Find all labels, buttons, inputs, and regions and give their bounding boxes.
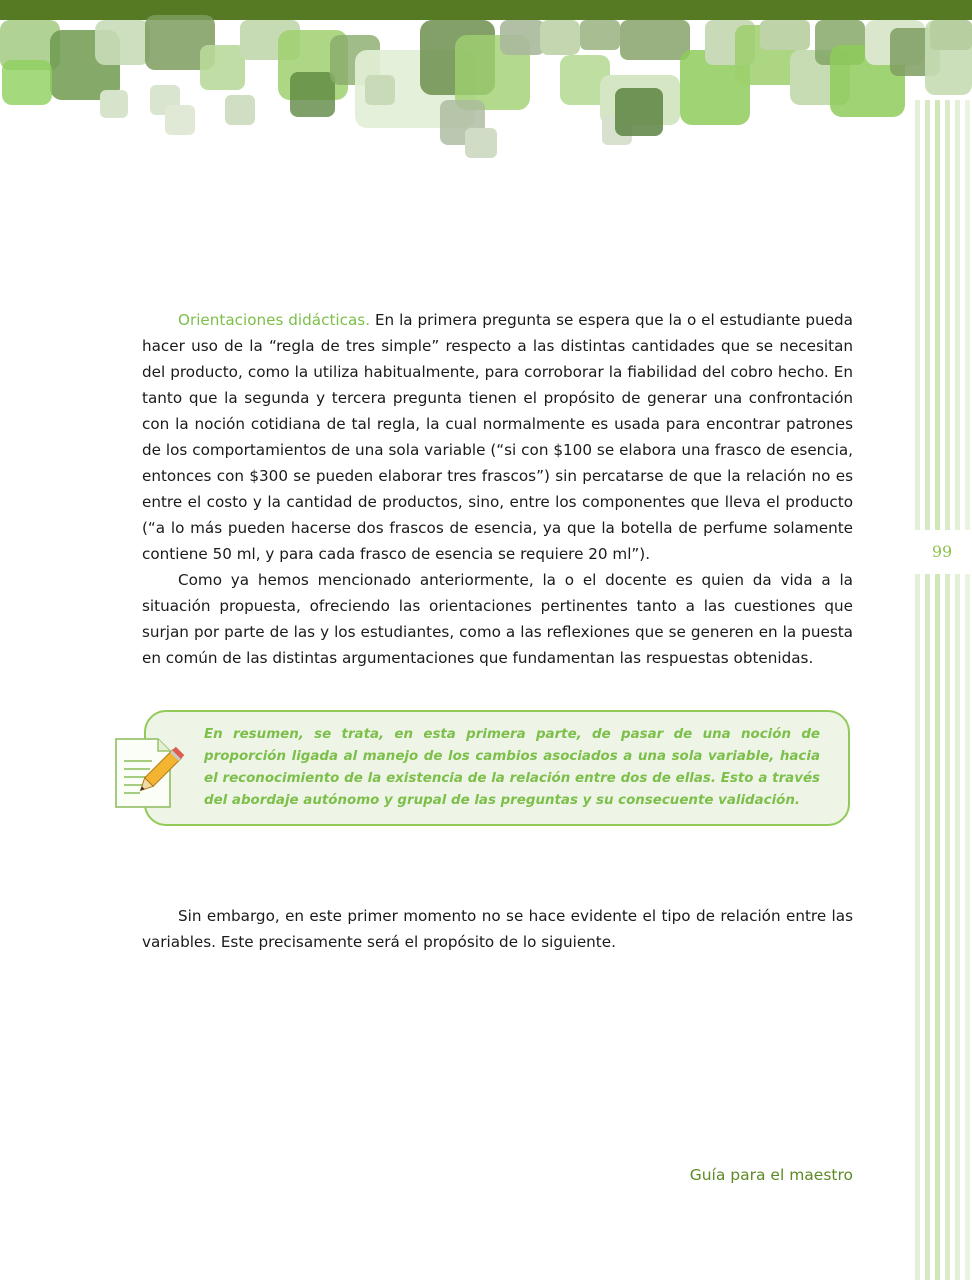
paragraph-orientaciones [142,307,853,567]
footer-title: Guía para el maestro [689,1166,853,1184]
main-text [142,307,853,671]
margin-stripes [912,100,972,1280]
paragraph-docente: Como ya hemos mencionado anteriormente, la o el docente es quien da vida a la situación propuesta, ofreciendo las orientaciones pertinentes tanto a las cuestiones que surjan por parte de las y los estudiantes, como a las reflexiones que se generen en la puesta en común de las distintas argumentaciones que fundamentan las respuestas obtenidas. [142,571,853,667]
page-number: 99 [912,530,972,574]
paragraph-sin-embargo: Sin embargo, en este primer momento no se hace evidente el tipo de relación entre las variables. Este precisamente será el propósito de lo siguiente. [142,907,853,951]
summary-callout [144,710,850,826]
closing-text [142,903,853,955]
paragraph-body: En la primera pregunta se espera que la o el estudiante pueda hacer uso de la “regla de tres simple” respecto a las distintas cantidades que se necesitan del producto, como la utiliza habitualmente, para corroborar la fiabilidad del cobro hecho. En tanto que la segunda y tercera pregunta tienen el propósito de generar una confrontación con la noción cotidiana de tal regla, la cual normalmente es usada para encontrar patrones de los comportamientos de una sola variable (“si con $100 se elabora una frasco de esencia, entonces con $300 se pueden elaborar tres frascos”) sin percatarse de que la relación no es entre el costo y la cantidad de productos, sino, entre los componentes que lleva el producto (“a lo más pueden hacerse dos frascos de esencia, ya que la botella de perfume solamente contiene 50 ml, y para cada frasco de esencia se requiere 20 ml”). [142,311,853,563]
summary-text: En resumen, se trata, en esta primera parte, de pasar de una noción de proporción ligada al manejo de los cambios asociados a una sola variable, hacia el reconocimiento de la existencia de la relación entre dos de ellas. Esto a través del abordaje autónomo y grupal de las preguntas y su consecuente validación. [204,727,820,808]
paragraph-lead-in: Orientaciones didácticas. [178,311,371,329]
header-decoration [0,0,972,170]
note-pencil-icon [112,735,184,811]
